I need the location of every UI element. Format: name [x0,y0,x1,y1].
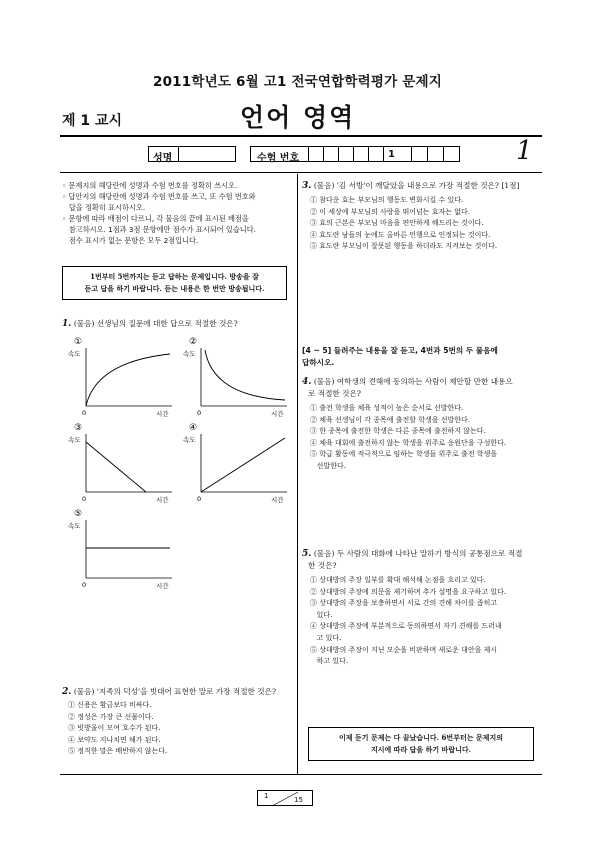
instruction-line: ◦ 문제지의 해당란에 성명과 수험 번호를 정확히 쓰시오. [62,181,238,190]
column-divider [297,174,298,774]
listening-notice-line: 듣고 답을 하기 바랍니다. 듣는 내용은 한 번만 방송됩니다. [84,284,265,293]
question-text: (물음) 두 사람의 대화에 나타난 말하기 방식의 공통점으로 적절 [313,549,523,558]
q4-5-intro [302,345,542,368]
end-notice-line: 지시에 따라 답을 하기 바랍니다. [370,745,472,754]
question-number: 4. [302,377,312,387]
answer-option[interactable]: ⑤ 정직한 말은 배반하지 않는다. [68,747,168,756]
graph-number: ① [74,337,83,347]
answer-option[interactable]: ① 상대방의 주장 일부를 확대 해석해 논점을 흐리고 있다. [310,576,486,584]
instruction-line: ◦ 답안지의 해당란에 성명과 수험 번호를 쓰고, 또 수험 번호와 [62,192,256,201]
answer-option[interactable]: ④ 상대방의 주장에 부분적으로 동의하면서 자기 견해를 드러내 [310,622,502,631]
graph-y-label: 속도 [68,522,81,530]
exam-number-cell[interactable] [324,147,339,161]
question-text: (물음) '지족의 덕성'을 빗대어 표현한 말로 가장 적절한 것은? [73,687,277,696]
graph-number: ② [189,337,198,347]
exam-title: 2011학년도 6월 고1 전국연합학력평가 문제지 [152,74,442,90]
answer-option[interactable]: ④ 보약도 지나치면 해가 된다. [68,735,161,744]
graph-y-label: 속도 [183,350,196,358]
graph-option-5[interactable] [68,509,172,590]
graph-x-label: 시간 [271,410,284,418]
page-number: 1 [516,136,533,166]
graph-y-label: 속도 [68,350,81,358]
answer-option[interactable]: ③ 효의 근본은 부모님 마음을 편안하게 해드리는 것이다. [310,219,484,228]
question-number: 5. [302,549,312,559]
exam-number-cell[interactable] [412,147,428,161]
question-2 [62,686,294,698]
graph-x-label: 시간 [156,496,169,504]
answer-option[interactable]: ③ 빗방울이 모여 호수가 된다. [68,724,161,733]
graph-origin: 0 [82,581,87,589]
exam-number-cell[interactable] [444,147,460,161]
graph-number: ③ [74,423,83,433]
q2-options [68,700,293,758]
question-number: 3. [302,181,312,191]
subject-title: 언어 영역 [240,103,356,132]
listening-notice-box [62,266,287,300]
answer-option-continued: 하고 있다. [310,657,349,666]
graph-x-label: 시간 [271,496,284,504]
header-bottom-rule [60,172,542,173]
question-text: (물음) '김 서방'이 깨달았을 내용으로 가장 적절한 것은? [1점] [313,181,520,190]
answer-option[interactable]: ④ 효도란 남들의 눈에도 올바른 언행으로 인정되는 것이다. [310,230,491,239]
graph-x-label: 시간 [156,582,169,590]
session-label: 제 1 교시 [62,113,123,129]
graph-curve [86,354,170,406]
question-5 [302,548,542,571]
graph-line [86,442,146,492]
answer-option[interactable]: ⑤ 상대방의 주장이 지닌 모순을 비판하며 새로운 대안을 제시 [310,645,498,654]
graph-origin: 0 [82,495,87,503]
q3-options [310,195,542,253]
instruction-line: 답을 정확히 표시하시오. [62,203,146,212]
instruction-line: 참고하시오. 1점과 3점 문항에만 점수가 표시되어 있습니다. [62,225,256,234]
end-notice-box [308,727,534,761]
total-pages: 15 [294,796,303,804]
question-1 [62,318,294,330]
answer-option[interactable]: ② 상대방의 주장에 의문을 제기하며 추가 설명을 요구하고 있다. [310,587,507,596]
listening-notice-line: 1번부터 5번까지는 듣고 답하는 문제입니다. 방송을 잘 [90,272,259,281]
page-indicator [257,790,313,806]
question-number: 1. [62,319,72,329]
answer-option[interactable]: ② 정성은 가장 큰 선물이다. [68,712,154,721]
exam-number-cell[interactable] [339,147,354,161]
question-3 [302,180,542,192]
answer-option[interactable]: ② 이 세상에 부모님의 사랑을 뛰어넘는 효자는 없다. [310,207,471,216]
question-text: 한 것은? [308,561,337,570]
graph-y-label: 속도 [68,436,81,444]
name-label: 성명 [149,147,179,161]
answer-option-continued: 고 있다. [310,633,342,642]
graph-y-label: 속도 [183,436,196,444]
instruction-line: 점수 표시가 없는 문항은 모두 2점입니다. [62,236,199,245]
instructions [62,180,292,246]
answer-option-continued: 선발한다. [310,461,346,470]
graph-option-2[interactable] [183,337,287,418]
graph-origin: 0 [197,409,202,417]
graph-option-1[interactable] [68,337,172,418]
answer-option[interactable]: ① 출전 학생을 체육 성적이 높은 순서로 선발한다. [310,404,464,412]
graph-curve [205,350,285,400]
answer-option[interactable]: ⑤ 효도란 부모님이 잘못된 행동을 하더라도 지켜보는 것이다. [310,242,498,251]
instruction-line: ◦ 문항에 따라 배점이 다르니, 각 물음의 끝에 표시된 배점을 [62,214,249,223]
graph-origin: 0 [197,495,202,503]
exam-number-label: 수험 번호 [251,147,309,161]
graph-number: ⑤ [74,509,83,519]
end-notice-line: 이제 듣기 문제는 다 끝났습니다. 6번부터는 문제지의 [339,733,503,742]
graph-option-3[interactable] [68,423,172,504]
question-number: 2. [62,687,72,697]
exam-number-cell[interactable] [428,147,444,161]
intro-line: [4 ~ 5] 들려주는 내용을 잘 듣고, 4번과 5번의 두 물음에 [302,346,498,355]
current-page: 1 [264,792,269,800]
q5-options [310,575,544,668]
graph-number: ④ [189,423,198,433]
exam-number-cell[interactable] [369,147,384,161]
exam-number-box [250,146,460,162]
footer-rule [60,774,542,775]
exam-number-cell[interactable] [354,147,369,161]
answer-option[interactable]: ⑤ 학급 활동에 적극적으로 임하는 학생들 위주로 출전 학생을 [310,450,498,459]
question-text: (물음) 여학생의 견해에 동의하는 사람이 제안할 만한 내용으 [313,377,513,386]
answer-option[interactable]: ④ 체육 대회에 출전하지 않는 학생을 위주로 응원단을 구성한다. [310,438,507,447]
name-box [148,146,236,162]
answer-option[interactable]: ② 체육 선생님이 각 종목에 출전할 학생을 선발한다. [310,415,471,424]
answer-option[interactable]: ① 참다운 효는 부모님의 행동도 변화시킬 수 있다. [310,196,464,204]
graph-origin: 0 [82,409,87,417]
q4-options [310,403,544,473]
graph-option-4[interactable] [183,423,287,504]
question-text: 로 적절한 것은? [308,389,361,398]
answer-option[interactable]: ③ 한 종목에 출전한 학생은 다른 종목에 출전하지 않는다. [310,427,486,436]
question-text: (물음) 선생님의 질문에 대한 답으로 적절한 것은? [73,319,238,328]
graph-line [201,438,285,492]
graph-x-label: 시간 [156,410,169,418]
answer-option-continued: 있다. [310,610,333,619]
q1-graphs [62,334,292,594]
name-field[interactable] [179,147,236,161]
exam-number-cell[interactable] [309,147,324,161]
answer-option[interactable]: ① 신용은 황금보다 비싸다. [68,701,152,709]
exam-number-fixed-digit: 1 [384,147,412,161]
answer-option[interactable]: ③ 상대방의 주장을 보충하면서 서로 간의 견해 차이를 좁히고 [310,599,498,608]
question-4 [302,376,542,399]
header-rule [60,135,542,137]
intro-line: 답하시오. [302,357,335,367]
